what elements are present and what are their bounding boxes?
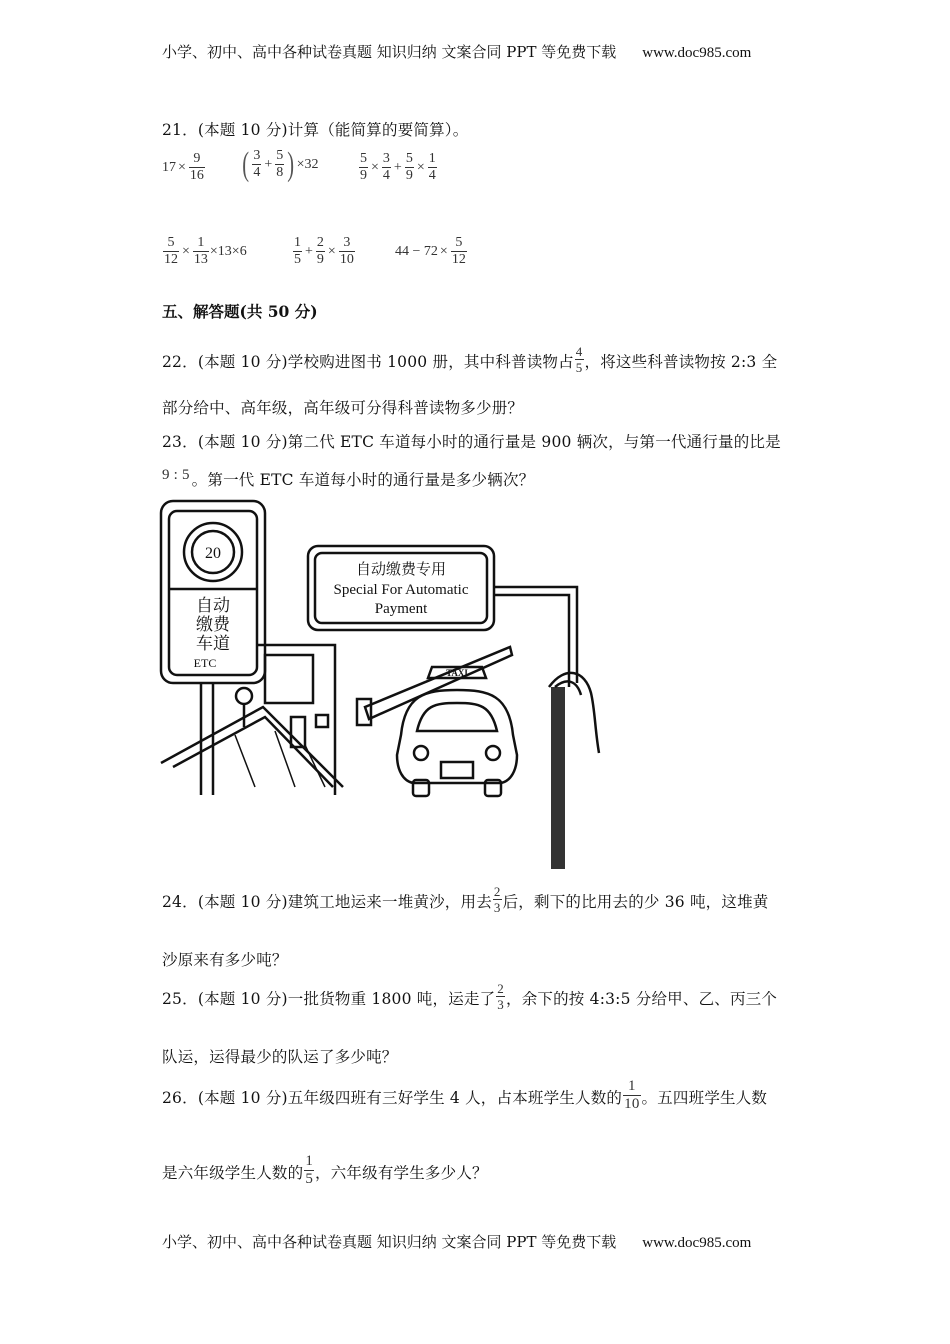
page-footer	[162, 1231, 751, 1252]
speed-limit-value: 20	[205, 545, 221, 562]
fraction: $\frac{1}{13}$	[193, 235, 208, 267]
q21-expr-3: $\frac{5}{9}$ × $\frac{3}{4}$ + $\frac{5}{9}$ × $\frac{1}{4}$	[360, 151, 436, 183]
taxi-label: TAXI	[446, 668, 468, 678]
fraction: $\frac{2}{3}$	[493, 884, 501, 915]
fraction: $\frac{5}{9}$	[360, 151, 367, 183]
ratio: 9 : 5	[162, 467, 190, 483]
page-header	[162, 41, 751, 62]
lane-etc-label: ETC	[193, 656, 217, 670]
q22-line-1: 22．(本题 10 分)学校购进图书 1000 册，其中科普读物占 $\frac{4}{5}$ ，将这些科普读物按 2:3 全	[162, 344, 778, 375]
q25-line-2: 队运，运得最少的队运了多少吨？	[162, 1048, 398, 1066]
lane-label-1: 自动	[196, 596, 230, 615]
q24-line-1: 24．(本题 10 分)建筑工地运来一堆黄沙，用去 $\frac{2}{3}$ 后，剩下的比用去的少 36 吨，这堆黄	[162, 884, 769, 915]
footer-text: 小学、初中、高中各种试卷真题 知识归纳 文案合同 PPT 等免费下载	[162, 1233, 617, 1251]
etc-illustration	[155, 495, 625, 875]
q21-title: 21．(本题 10 分)计算（能简算的要简算）。	[162, 121, 469, 139]
fraction: $\frac{5}{9}$	[405, 151, 413, 183]
q21-expr-2: ( $\frac{3}{4}$ + $\frac{5}{8}$ ) ×32	[242, 146, 319, 183]
q24-line-2: 沙原来有多少吨？	[162, 951, 288, 969]
fraction: $\frac{3}{10}$	[339, 235, 354, 267]
q22-line-2: 部分给中、高年级，高年级可分得科普读物多少册？	[162, 399, 524, 417]
q25-line-1: 25．(本题 10 分)一批货物重 1800 吨，运走了 $\frac{2}{3}$ ，余下的按 4:3:5 分给甲、乙、丙三个	[162, 981, 778, 1012]
q21-expr-1: 17 × $\frac{9}{16}$	[162, 151, 204, 183]
fraction: $\frac{3}{4}$	[382, 151, 390, 183]
header-site: www.doc985.com	[642, 45, 752, 61]
fraction: $\frac{1}{5}$	[294, 235, 301, 267]
section-title: 五、解答题(共 50 分)	[162, 302, 318, 321]
fraction: $\frac{5}{12}$	[451, 235, 466, 267]
fraction: $\frac{9}{16}$	[189, 151, 204, 183]
fraction: $\frac{1}{5}$	[305, 1153, 314, 1187]
q21-expr-4: $\frac{5}{12}$ × $\frac{1}{13}$ ×13×6	[164, 235, 247, 267]
q23-line-2: 9 : 5 。第一代 ETC 车道每小时的通行量是多少辆次？	[162, 467, 535, 489]
lane-label-3: 车道	[196, 634, 230, 653]
fraction: $\frac{2}{9}$	[316, 235, 324, 267]
q21-expr-6: 44 − 72 × $\frac{5}{12}$	[395, 235, 466, 267]
lane-label-2: 缴费	[196, 615, 230, 634]
fraction: $\frac{1}{10}$	[624, 1078, 640, 1112]
fraction: $\frac{2}{3}$	[497, 981, 504, 1012]
sign-line-3: Payment	[374, 601, 428, 617]
q26-line-1: 26．(本题 10 分)五年级四班有三好学生 4 人，占本班学生人数的 $\frac{1}{10}$ 。五四班学生人数	[162, 1078, 768, 1112]
header-text: 小学、初中、高中各种试卷真题 知识归纳 文案合同 PPT 等免费下载	[162, 43, 617, 61]
fraction: $\frac{1}{4}$	[428, 151, 436, 183]
q23-line-1: 23．(本题 10 分)第二代 ETC 车道每小时的通行量是 900 辆次，与第一代通行量的比是	[162, 433, 781, 451]
sign-line-2: Special For Automatic	[333, 582, 469, 598]
fraction: $\frac{5}{12}$	[164, 235, 178, 267]
fraction: $\frac{3}{4}$	[253, 148, 261, 180]
q26-line-2: 是六年级学生人数的 $\frac{1}{5}$ ，六年级有学生多少人？	[162, 1153, 488, 1187]
q21-expr-5: $\frac{1}{5}$ + $\frac{2}{9}$ × $\frac{3}{10}$	[294, 235, 354, 267]
fraction: $\frac{5}{8}$	[276, 148, 284, 180]
footer-site: www.doc985.com	[642, 1235, 752, 1251]
sign-line-1: 自动缴费专用	[355, 562, 447, 578]
fraction: $\frac{4}{5}$	[575, 344, 583, 375]
